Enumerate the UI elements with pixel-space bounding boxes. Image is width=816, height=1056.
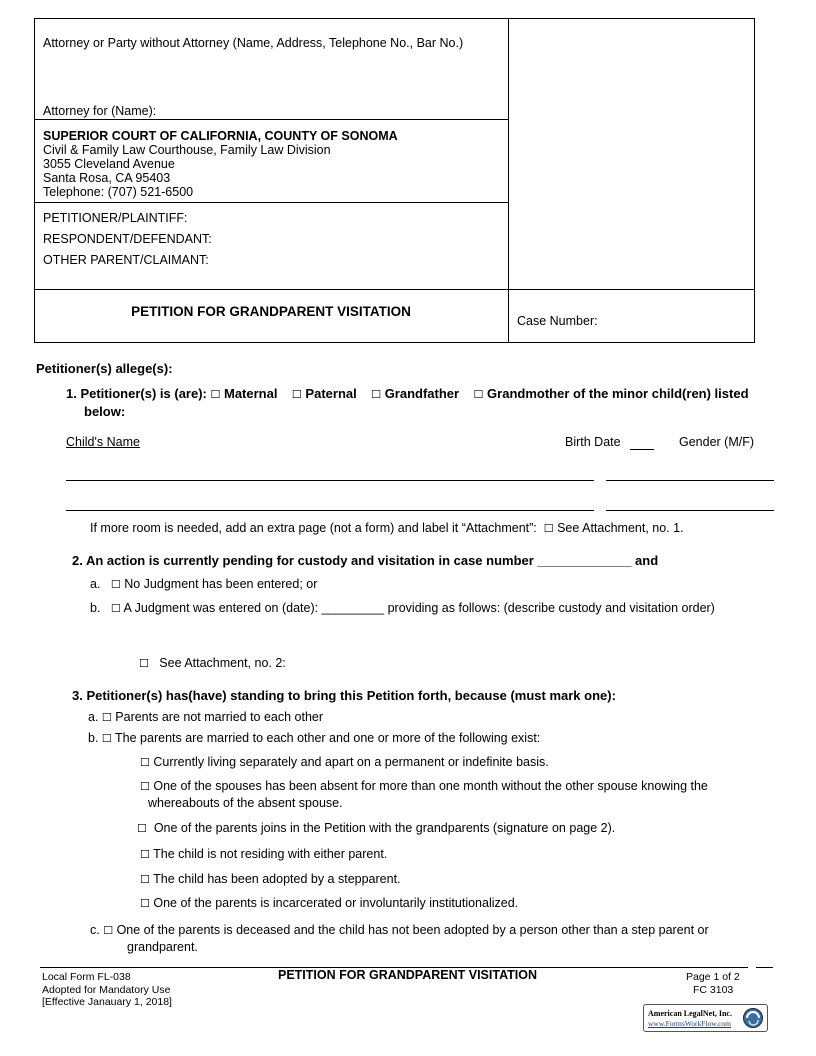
court-name: SUPERIOR COURT OF CALIFORNIA, COUNTY OF SONOMA: [43, 129, 398, 143]
checkbox-incarcerated[interactable]: ☐: [140, 897, 150, 910]
sub-3-text: One of the parents joins in the Petition with the grandparents (signature on page 2).: [153, 821, 616, 835]
item-2b-text: A Judgment was entered on (date): _________ providing as follows: (describe custody and visitation order): [123, 601, 715, 615]
birth-date-rule: [630, 449, 654, 450]
item-3c-label: c.: [90, 923, 100, 937]
item-3b-sub-6: [140, 896, 518, 910]
logo-url: www.FormsWorkFlow.com: [648, 1019, 732, 1028]
option-grandmother: Grandmother of the minor child(ren) listed: [487, 386, 749, 401]
col-child-name: Child's Name: [66, 435, 140, 449]
checkbox-attachment-2[interactable]: ☐: [139, 657, 149, 670]
item-3b: [88, 731, 540, 745]
item-3b-label: b.: [88, 731, 99, 745]
page-info: [686, 971, 740, 996]
item-2b: [90, 601, 715, 615]
item-2b-label: b.: [90, 601, 101, 615]
case-number-label: Case Number:: [517, 314, 598, 328]
form-title: PETITION FOR GRANDPARENT VISITATION: [131, 304, 411, 319]
sub-1-text: Currently living separately and apart on a permanent or indefinite basis.: [153, 755, 549, 769]
allegations-intro: Petitioner(s) allege(s):: [36, 361, 173, 376]
checkbox-maternal[interactable]: ☐: [210, 388, 221, 401]
checkbox-not-married[interactable]: ☐: [101, 711, 112, 724]
form-effective: [Effective Janauary 1, 2018]: [42, 996, 172, 1008]
court-line: Telephone: (707) 521-6500: [43, 185, 194, 199]
item-3b-sub-4: [140, 847, 387, 861]
item-3c-cont: grandparent.: [127, 940, 198, 954]
checkbox-not-residing[interactable]: ☐: [140, 848, 150, 861]
see-attachment-1: See Attachment, no. 1.: [557, 521, 684, 535]
item-3b-sub-3: [137, 821, 615, 835]
item-3b-sub-5: [140, 872, 401, 886]
checkbox-judgment-entered[interactable]: ☐: [110, 602, 121, 615]
sub-5-text: The child has been adopted by a stepparent.: [153, 872, 401, 886]
option-maternal: Maternal: [224, 386, 278, 401]
item-2a-label: a.: [90, 577, 101, 591]
code-section: FC 3103: [693, 983, 734, 996]
checkbox-living-apart[interactable]: ☐: [140, 756, 150, 769]
court-line: Santa Rosa, CA 95403: [43, 171, 171, 185]
checkbox-grandmother[interactable]: ☐: [473, 388, 484, 401]
sub-4-text: The child is not residing with either parent.: [153, 847, 388, 861]
item-3b-sub-1: [140, 755, 549, 769]
footer-rule-end: [756, 967, 773, 968]
checkbox-stepparent-adoption[interactable]: ☐: [140, 873, 150, 886]
item-3b-sub-2: [140, 779, 708, 793]
attorney-label: Attorney or Party without Attorney (Name, Address, Telephone No., Bar No.): [43, 36, 464, 50]
court-line: 3055 Cleveland Avenue: [43, 157, 175, 171]
item-2a: [90, 577, 317, 591]
sub-2-text: One of the spouses has been absent for more than one month without the other spouse knowing the: [153, 779, 708, 793]
checkbox-attachment-1[interactable]: ☐: [543, 522, 554, 535]
more-room-note: [90, 521, 684, 535]
sub-2-cont: whereabouts of the absent spouse.: [148, 796, 343, 810]
checkbox-spouse-absent[interactable]: ☐: [140, 780, 150, 793]
child-name-field-1[interactable]: [66, 480, 594, 481]
form-info: [42, 971, 172, 1009]
item-3c-text: One of the parents is deceased and the child has not been adopted by a person other than a step parent or: [116, 923, 709, 937]
more-room-text: If more room is needed, add an extra page (not a form) and label it “Attachment”:: [90, 521, 537, 535]
child-info-field-2[interactable]: [606, 510, 774, 511]
checkbox-parent-deceased[interactable]: ☐: [103, 924, 114, 937]
petitioner-label: PETITIONER/PLAINTIFF:: [43, 211, 188, 225]
item-2-lead: 2. An action is currently pending for custody and visitation in case number _____________ and: [72, 553, 659, 568]
option-grandfather: Grandfather: [384, 386, 460, 401]
item-1-lead: 1. Petitioner(s) is (are):: [66, 386, 207, 401]
checkbox-grandfather[interactable]: ☐: [371, 388, 382, 401]
checkbox-parent-joins[interactable]: ☐: [137, 822, 147, 835]
logo-globe-icon: [742, 1007, 764, 1029]
form-adoption: Adopted for Mandatory Use: [42, 983, 171, 996]
item-2-attachment: [139, 656, 286, 670]
page-number: Page 1 of 2: [686, 971, 740, 983]
col-birth-date: Birth Date: [565, 435, 621, 449]
see-attachment-2: See Attachment, no. 2:: [159, 656, 286, 670]
footer-title: PETITION FOR GRANDPARENT VISITATION: [278, 968, 538, 982]
item-1-cont: below:: [84, 404, 126, 419]
item-3c: [90, 923, 709, 937]
form-number: Local Form FL-038: [42, 971, 131, 983]
item-2a-text: No Judgment has been entered; or: [124, 577, 318, 591]
option-paternal: Paternal: [305, 386, 357, 401]
item-3a-label: a.: [88, 710, 99, 724]
attorney-for-label: Attorney for (Name):: [43, 104, 157, 118]
court-line: Civil & Family Law Courthouse, Family Law Division: [43, 143, 331, 157]
item-3-lead: 3. Petitioner(s) has(have) standing to bring this Petition forth, because (must mark one):: [72, 688, 616, 703]
checkbox-married[interactable]: ☐: [101, 732, 112, 745]
logo-company: American LegalNet, Inc.: [648, 1009, 732, 1018]
child-name-field-2[interactable]: [66, 510, 594, 511]
col-gender: Gender (M/F): [679, 435, 755, 449]
item-3a: [88, 710, 323, 724]
sub-6-text: One of the parents is incarcerated or involuntarily institutionalized.: [153, 896, 519, 910]
court-address: [43, 143, 331, 199]
child-info-field-1[interactable]: [606, 480, 774, 481]
other-parent-label: OTHER PARENT/CLAIMANT:: [43, 253, 209, 267]
item-1: [66, 386, 749, 401]
respondent-label: RESPONDENT/DEFENDANT:: [43, 232, 212, 246]
item-3b-text: The parents are married to each other and one or more of the following exist:: [115, 731, 541, 745]
item-3a-text: Parents are not married to each other: [115, 710, 324, 724]
vendor-logo: [643, 1004, 768, 1032]
checkbox-no-judgment[interactable]: ☐: [110, 578, 121, 591]
checkbox-paternal[interactable]: ☐: [291, 388, 302, 401]
